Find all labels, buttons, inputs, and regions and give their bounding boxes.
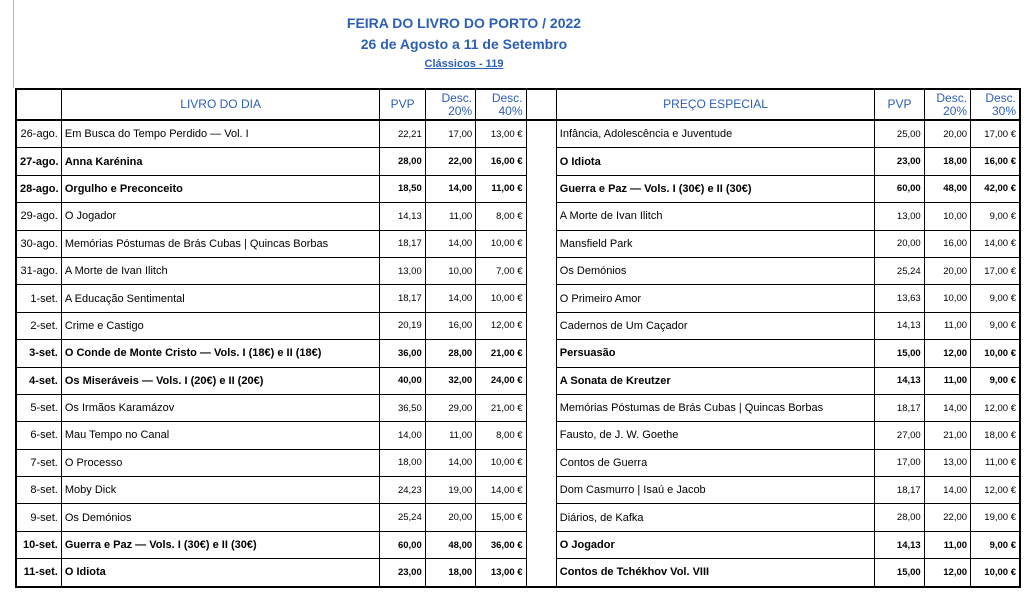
pvp-price: 40,00 <box>380 367 425 394</box>
table-row <box>16 257 1020 284</box>
special-desc30-price: 12,00 € <box>971 477 1020 504</box>
pvp-price: 14,00 <box>380 422 425 449</box>
fair-title: FEIRA DO LIVRO DO PORTO / 2022 <box>346 15 582 31</box>
pvp-price: 20,19 <box>380 312 425 339</box>
book-title: Orgulho e Preconceito <box>61 175 380 202</box>
special-desc20-price: 14,00 <box>924 394 970 421</box>
special-book-title: A Morte de Ivan Ilitch <box>556 203 875 230</box>
column-gap <box>526 148 556 175</box>
column-gap <box>526 531 556 558</box>
table-row <box>16 367 1020 394</box>
special-book-title: Memórias Póstumas de Brás Cubas | Quincas Borbas <box>556 394 875 421</box>
special-pvp-price: 18,17 <box>875 394 924 421</box>
column-gap <box>526 89 556 120</box>
desc40-price: 21,00 € <box>476 340 526 367</box>
pvp-header: PVP <box>380 89 425 120</box>
column-gap <box>526 394 556 421</box>
table-row <box>16 203 1020 230</box>
special-pvp-price: 13,63 <box>875 285 924 312</box>
special-desc20-price: 11,00 <box>924 312 970 339</box>
desc40-price: 10,00 € <box>476 230 526 257</box>
book-title: Memórias Póstumas de Brás Cubas | Quincas Borbas <box>61 230 380 257</box>
desc40-price: 16,00 € <box>476 148 526 175</box>
row-date: 4-set. <box>16 367 61 394</box>
desc40-price: 7,00 € <box>476 257 526 284</box>
special-desc20-price: 20,00 <box>924 257 970 284</box>
pvp-price: 24,23 <box>380 477 425 504</box>
desc40-price: 11,00 € <box>476 175 526 202</box>
desc40-header: Desc. 40% <box>476 89 526 120</box>
special-desc30-price: 9,00 € <box>971 367 1020 394</box>
column-gap <box>526 559 556 587</box>
special-desc20-header: Desc. 20% <box>924 89 970 120</box>
price-table <box>15 88 1021 588</box>
special-book-title: O Primeiro Amor <box>556 285 875 312</box>
table-row <box>16 531 1020 558</box>
column-gap <box>526 285 556 312</box>
pvp-price: 18,17 <box>380 230 425 257</box>
table-row <box>16 477 1020 504</box>
desc40-price: 14,00 € <box>476 477 526 504</box>
special-desc20-price: 14,00 <box>924 477 970 504</box>
special-pvp-price: 14,13 <box>875 312 924 339</box>
special-book-title: Os Demónios <box>556 257 875 284</box>
pvp-price: 23,00 <box>380 559 425 587</box>
table-row <box>16 449 1020 476</box>
special-desc20-price: 11,00 <box>924 367 970 394</box>
row-date: 9-set. <box>16 504 61 531</box>
special-pvp-price: 13,00 <box>875 203 924 230</box>
book-title: Mau Tempo no Canal <box>61 422 380 449</box>
desc40-price: 36,00 € <box>476 531 526 558</box>
special-desc20-price: 16,00 <box>924 230 970 257</box>
special-desc20-price: 48,00 <box>924 175 970 202</box>
book-title: O Idiota <box>61 559 380 587</box>
pvp-price: 18,00 <box>380 449 425 476</box>
special-desc30-price: 17,00 € <box>971 120 1020 148</box>
row-date: 31-ago. <box>16 257 61 284</box>
column-gap <box>526 230 556 257</box>
special-pvp-price: 15,00 <box>875 559 924 587</box>
special-book-title: Fausto, de J. W. Goethe <box>556 422 875 449</box>
special-desc30-price: 18,00 € <box>971 422 1020 449</box>
special-pvp-price: 18,17 <box>875 477 924 504</box>
column-gap <box>526 422 556 449</box>
pvp-price: 36,50 <box>380 394 425 421</box>
special-pvp-price: 14,13 <box>875 367 924 394</box>
desc20-price: 14,00 <box>425 285 475 312</box>
special-desc30-price: 10,00 € <box>971 559 1020 587</box>
special-desc20-price: 12,00 <box>924 340 970 367</box>
desc20-price: 22,00 <box>425 148 475 175</box>
special-book-title: Persuasão <box>556 340 875 367</box>
book-title: A Morte de Ivan Ilitch <box>61 257 380 284</box>
row-date: 1-set. <box>16 285 61 312</box>
desc20-price: 20,00 <box>425 504 475 531</box>
desc40-price: 13,00 € <box>476 120 526 148</box>
pvp-price: 25,24 <box>380 504 425 531</box>
special-desc30-price: 42,00 € <box>971 175 1020 202</box>
desc20-price: 14,00 <box>425 230 475 257</box>
book-title: O Processo <box>61 449 380 476</box>
table-row <box>16 559 1020 587</box>
pvp-price: 13,00 <box>380 257 425 284</box>
special-desc20-price: 20,00 <box>924 120 970 148</box>
desc20-price: 11,00 <box>425 203 475 230</box>
table-row <box>16 175 1020 202</box>
row-date: 5-set. <box>16 394 61 421</box>
desc40-price: 12,00 € <box>476 312 526 339</box>
table-row <box>16 312 1020 339</box>
pvp-price: 18,17 <box>380 285 425 312</box>
row-date: 11-set. <box>16 559 61 587</box>
special-desc30-price: 17,00 € <box>971 257 1020 284</box>
category-link[interactable]: Clássicos - 119 <box>424 58 504 70</box>
special-desc30-price: 9,00 € <box>971 285 1020 312</box>
preco-especial-header: PREÇO ESPECIAL <box>556 89 875 120</box>
row-date: 10-set. <box>16 531 61 558</box>
special-desc30-price: 14,00 € <box>971 230 1020 257</box>
desc20-price: 28,00 <box>425 340 475 367</box>
book-title: Crime e Castigo <box>61 312 380 339</box>
column-gap <box>526 175 556 202</box>
special-book-title: A Sonata de Kreutzer <box>556 367 875 394</box>
column-gap <box>526 312 556 339</box>
special-book-title: Guerra e Paz — Vols. I (30€) e II (30€) <box>556 175 875 202</box>
special-pvp-price: 14,13 <box>875 531 924 558</box>
book-title: Moby Dick <box>61 477 380 504</box>
table-row <box>16 504 1020 531</box>
special-desc20-price: 18,00 <box>924 148 970 175</box>
pvp-price: 14,13 <box>380 203 425 230</box>
book-title: Os Irmãos Karamázov <box>61 394 380 421</box>
special-desc30-price: 12,00 € <box>971 394 1020 421</box>
desc20-price: 14,00 <box>425 175 475 202</box>
livro-do-dia-header: LIVRO DO DIA <box>61 89 380 120</box>
desc20-header: Desc. 20% <box>425 89 475 120</box>
special-book-title: Contos de Tchékhov Vol. VIII <box>556 559 875 587</box>
desc40-price: 15,00 € <box>476 504 526 531</box>
special-desc30-price: 16,00 € <box>971 148 1020 175</box>
table-row <box>16 285 1020 312</box>
special-desc30-price: 11,00 € <box>971 449 1020 476</box>
special-desc30-price: 9,00 € <box>971 312 1020 339</box>
column-gap <box>526 367 556 394</box>
book-title: Guerra e Paz — Vols. I (30€) e II (30€) <box>61 531 380 558</box>
desc20-price: 48,00 <box>425 531 475 558</box>
special-pvp-price: 20,00 <box>875 230 924 257</box>
special-book-title: Mansfield Park <box>556 230 875 257</box>
table-row <box>16 394 1020 421</box>
special-desc30-price: 19,00 € <box>971 504 1020 531</box>
special-pvp-price: 27,00 <box>875 422 924 449</box>
desc20-price: 10,00 <box>425 257 475 284</box>
header-row <box>16 89 1020 120</box>
desc40-price: 10,00 € <box>476 285 526 312</box>
book-title: O Conde de Monte Cristo — Vols. I (18€) e II (18€) <box>61 340 380 367</box>
row-date: 27-ago. <box>16 148 61 175</box>
column-gap <box>526 449 556 476</box>
book-title: A Educação Sentimental <box>61 285 380 312</box>
column-gap <box>526 504 556 531</box>
table-row <box>16 340 1020 367</box>
desc20-price: 32,00 <box>425 367 475 394</box>
table-row <box>16 422 1020 449</box>
special-pvp-price: 23,00 <box>875 148 924 175</box>
desc20-price: 16,00 <box>425 312 475 339</box>
pvp-price: 36,00 <box>380 340 425 367</box>
column-gap <box>526 120 556 148</box>
book-title: Os Demónios <box>61 504 380 531</box>
column-gap <box>526 340 556 367</box>
special-pvp-price: 60,00 <box>875 175 924 202</box>
special-desc20-price: 13,00 <box>924 449 970 476</box>
row-date: 26-ago. <box>16 120 61 148</box>
date-header <box>16 89 61 120</box>
special-pvp-price: 15,00 <box>875 340 924 367</box>
pvp-price: 28,00 <box>380 148 425 175</box>
special-pvp-price: 28,00 <box>875 504 924 531</box>
special-desc30-price: 10,00 € <box>971 340 1020 367</box>
desc20-price: 19,00 <box>425 477 475 504</box>
special-book-title: Diários, de Kafka <box>556 504 875 531</box>
row-date: 29-ago. <box>16 203 61 230</box>
table-row <box>16 148 1020 175</box>
special-book-title: O Idiota <box>556 148 875 175</box>
row-date: 2-set. <box>16 312 61 339</box>
special-desc20-price: 10,00 <box>924 285 970 312</box>
special-pvp-header: PVP <box>875 89 924 120</box>
special-pvp-price: 25,24 <box>875 257 924 284</box>
special-desc30-price: 9,00 € <box>971 531 1020 558</box>
row-date: 3-set. <box>16 340 61 367</box>
book-title: O Jogador <box>61 203 380 230</box>
row-date: 6-set. <box>16 422 61 449</box>
row-date: 30-ago. <box>16 230 61 257</box>
pvp-price: 60,00 <box>380 531 425 558</box>
column-gap <box>526 477 556 504</box>
table-row <box>16 120 1020 148</box>
special-desc30-header: Desc. 30% <box>971 89 1020 120</box>
desc20-price: 17,00 <box>425 120 475 148</box>
book-title: Anna Karénina <box>61 148 380 175</box>
desc40-price: 8,00 € <box>476 422 526 449</box>
table-row <box>16 230 1020 257</box>
special-book-title: Dom Casmurro | Isaú e Jacob <box>556 477 875 504</box>
column-gap <box>526 257 556 284</box>
special-book-title: O Jogador <box>556 531 875 558</box>
row-date: 7-set. <box>16 449 61 476</box>
book-title: Em Busca do Tempo Perdido — Vol. I <box>61 120 380 148</box>
pvp-price: 22,21 <box>380 120 425 148</box>
desc40-price: 24,00 € <box>476 367 526 394</box>
desc40-price: 8,00 € <box>476 203 526 230</box>
column-gap <box>526 203 556 230</box>
special-desc20-price: 21,00 <box>924 422 970 449</box>
row-date: 28-ago. <box>16 175 61 202</box>
desc20-price: 14,00 <box>425 449 475 476</box>
pvp-price: 18,50 <box>380 175 425 202</box>
special-desc20-price: 12,00 <box>924 559 970 587</box>
special-book-title: Cadernos de Um Caçador <box>556 312 875 339</box>
special-book-title: Contos de Guerra <box>556 449 875 476</box>
special-desc20-price: 22,00 <box>924 504 970 531</box>
special-pvp-price: 17,00 <box>875 449 924 476</box>
special-desc20-price: 10,00 <box>924 203 970 230</box>
desc20-price: 11,00 <box>425 422 475 449</box>
fair-dates: 26 de Agosto a 11 de Setembro <box>360 36 568 52</box>
desc40-price: 21,00 € <box>476 394 526 421</box>
special-desc30-price: 9,00 € <box>971 203 1020 230</box>
desc20-price: 18,00 <box>425 559 475 587</box>
desc40-price: 13,00 € <box>476 559 526 587</box>
desc40-price: 10,00 € <box>476 449 526 476</box>
special-desc20-price: 11,00 <box>924 531 970 558</box>
book-title: Os Miseráveis — Vols. I (20€) e II (20€) <box>61 367 380 394</box>
row-date: 8-set. <box>16 477 61 504</box>
special-book-title: Infância, Adolescência e Juventude <box>556 120 875 148</box>
special-pvp-price: 25,00 <box>875 120 924 148</box>
desc20-price: 29,00 <box>425 394 475 421</box>
